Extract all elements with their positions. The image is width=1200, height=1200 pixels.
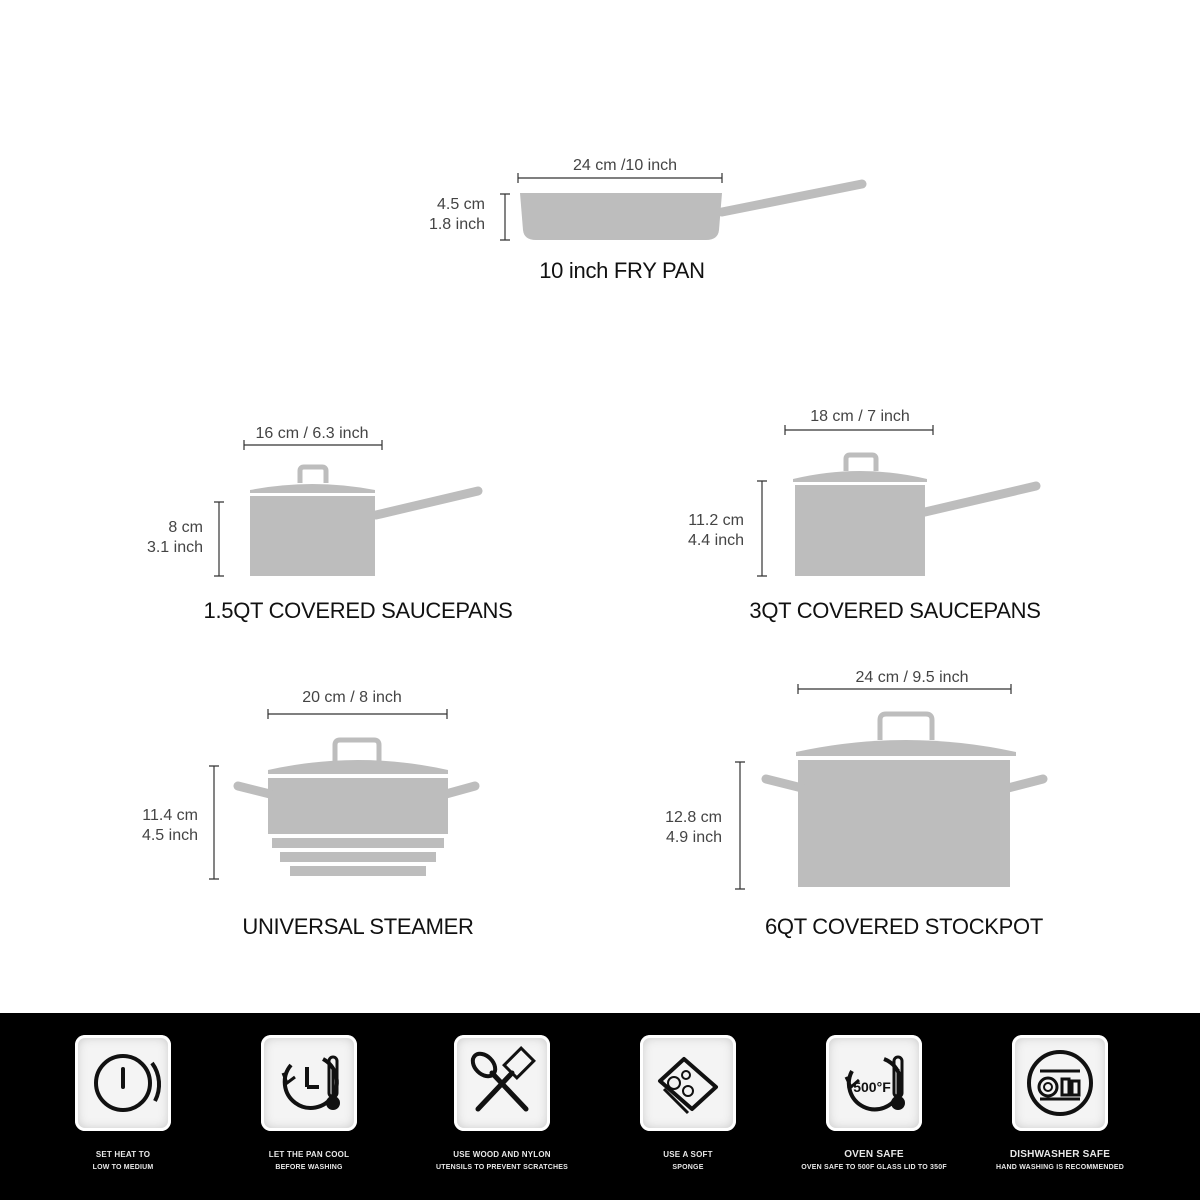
stovetop-dial-icon [75, 1035, 171, 1131]
saucepan-small-knob [300, 467, 326, 483]
steamer-handle-right [446, 786, 475, 794]
stockpot-name: 6QT COVERED STOCKPOT [764, 914, 1044, 939]
saucepan-small-height-cm: 8 cm [168, 519, 203, 536]
fry-pan-handle [722, 184, 862, 212]
stockpot-handle-left [766, 779, 802, 788]
sponge-icon [640, 1035, 736, 1131]
care-tile-dishwasher [1012, 1035, 1108, 1131]
steamer-width-line [268, 709, 447, 719]
care-title-cool: LET THE PAN COOL [268, 1150, 350, 1159]
care-title-dishwasher: DISHWASHER SAFE [1009, 1149, 1111, 1160]
saucepan-large-height-line [757, 481, 767, 576]
care-subtitle-oven: OVEN SAFE TO 500F GLASS LID TO 350F [801, 1164, 947, 1171]
saucepan-small-body [250, 496, 375, 576]
care-subtitle-utensils: UTENSILS TO PREVENT SCRATCHES [436, 1164, 568, 1171]
steamer-height-cm: 11.4 cm [142, 807, 198, 824]
care-instructions-strip [0, 1013, 1200, 1200]
fry-pan-silhouette [520, 193, 722, 240]
care-subtitle-dishwasher: HAND WASHING IS RECOMMENDED [996, 1164, 1124, 1171]
steamer-handle-left [238, 786, 270, 794]
saucepan-large-name: 3QT COVERED SAUCEPANS [749, 598, 1041, 623]
saucepan-large-height-in: 4.4 inch [687, 532, 744, 549]
steamer-width: 20 cm / 8 inch [302, 689, 402, 706]
saucepan-small-handle [376, 491, 478, 515]
saucepan-small-lid [250, 484, 375, 493]
saucepan-large-group [688, 408, 1041, 623]
cool-clock-thermometer-icon [261, 1035, 357, 1131]
stockpot-height-in: 4.9 inch [665, 829, 722, 846]
care-title-utensils: USE WOOD AND NYLON [453, 1150, 551, 1159]
fry-pan-group [429, 157, 862, 283]
saucepan-large-handle [925, 486, 1036, 512]
steamer-height-line [209, 766, 219, 879]
stockpot-handle-right [1008, 779, 1043, 788]
fry-pan-height-line [500, 194, 510, 240]
saucepan-large-body [795, 485, 925, 576]
stockpot-lid [796, 740, 1016, 756]
dishwasher-icon [1012, 1035, 1108, 1131]
oven-badge: 500°F [853, 1079, 891, 1095]
saucepan-small-group [147, 425, 513, 623]
care-title-heat: SET HEAT TO [95, 1150, 151, 1159]
saucepan-large-knob [846, 455, 876, 471]
care-tile-heat [75, 1035, 171, 1131]
steamer-group [142, 689, 475, 939]
care-item-utensils [409, 1013, 595, 1200]
steamer-tier-2 [280, 852, 436, 862]
stockpot-height-line [735, 762, 745, 889]
care-tile-sponge [640, 1035, 736, 1131]
saucepan-large-width-line [785, 425, 933, 435]
care-tile-utensils [454, 1035, 550, 1131]
oven-thermometer-icon [826, 1035, 922, 1131]
steamer-height-in: 4.5 inch [141, 827, 198, 844]
saucepan-small-height-line [214, 502, 224, 576]
saucepan-small-width: 16 cm / 6.3 inch [255, 425, 369, 442]
steamer-lid [268, 760, 448, 774]
saucepan-small-name: 1.5QT COVERED SAUCEPANS [203, 598, 513, 623]
care-item-dishwasher [967, 1013, 1153, 1200]
saucepan-large-height-cm: 11.2 cm [688, 512, 744, 529]
stockpot-knob [880, 714, 932, 740]
stockpot-body [798, 760, 1010, 887]
fry-pan-width: 24 cm /10 inch [572, 157, 678, 174]
saucepan-large-lid [793, 471, 927, 482]
stockpot-width: 24 cm / 9.5 inch [855, 669, 969, 686]
care-title-oven: OVEN SAFE [844, 1149, 904, 1160]
care-tile-cool [261, 1035, 357, 1131]
fry-pan-name: 10 inch FRY PAN [539, 258, 705, 283]
steamer-pot-body [268, 778, 448, 834]
fry-pan-height-in: 1.8 inch [428, 216, 485, 233]
stockpot-height-cm: 12.8 cm [665, 809, 722, 826]
care-item-cool [216, 1013, 402, 1200]
care-tile-oven [826, 1035, 922, 1131]
care-item-sponge [595, 1013, 781, 1200]
care-item-oven [781, 1013, 967, 1200]
care-subtitle-cool: BEFORE WASHING [275, 1164, 343, 1171]
care-title-sponge: USE A SOFT [663, 1150, 713, 1159]
care-subtitle-heat: LOW TO MEDIUM [92, 1164, 154, 1171]
care-item-heat [30, 1013, 216, 1200]
saucepan-large-width: 18 cm / 7 inch [810, 408, 910, 425]
fry-pan-width-line [518, 173, 722, 183]
stockpot-group [665, 669, 1043, 939]
steamer-tier-1 [272, 838, 444, 848]
spoon-spatula-icon [454, 1035, 550, 1131]
fry-pan-height-cm: 4.5 cm [436, 196, 485, 213]
saucepan-small-height-in: 3.1 inch [146, 539, 203, 556]
care-subtitle-sponge: SPONGE [672, 1164, 704, 1171]
steamer-tier-3 [290, 866, 426, 876]
steamer-name: UNIVERSAL STEAMER [242, 914, 474, 939]
